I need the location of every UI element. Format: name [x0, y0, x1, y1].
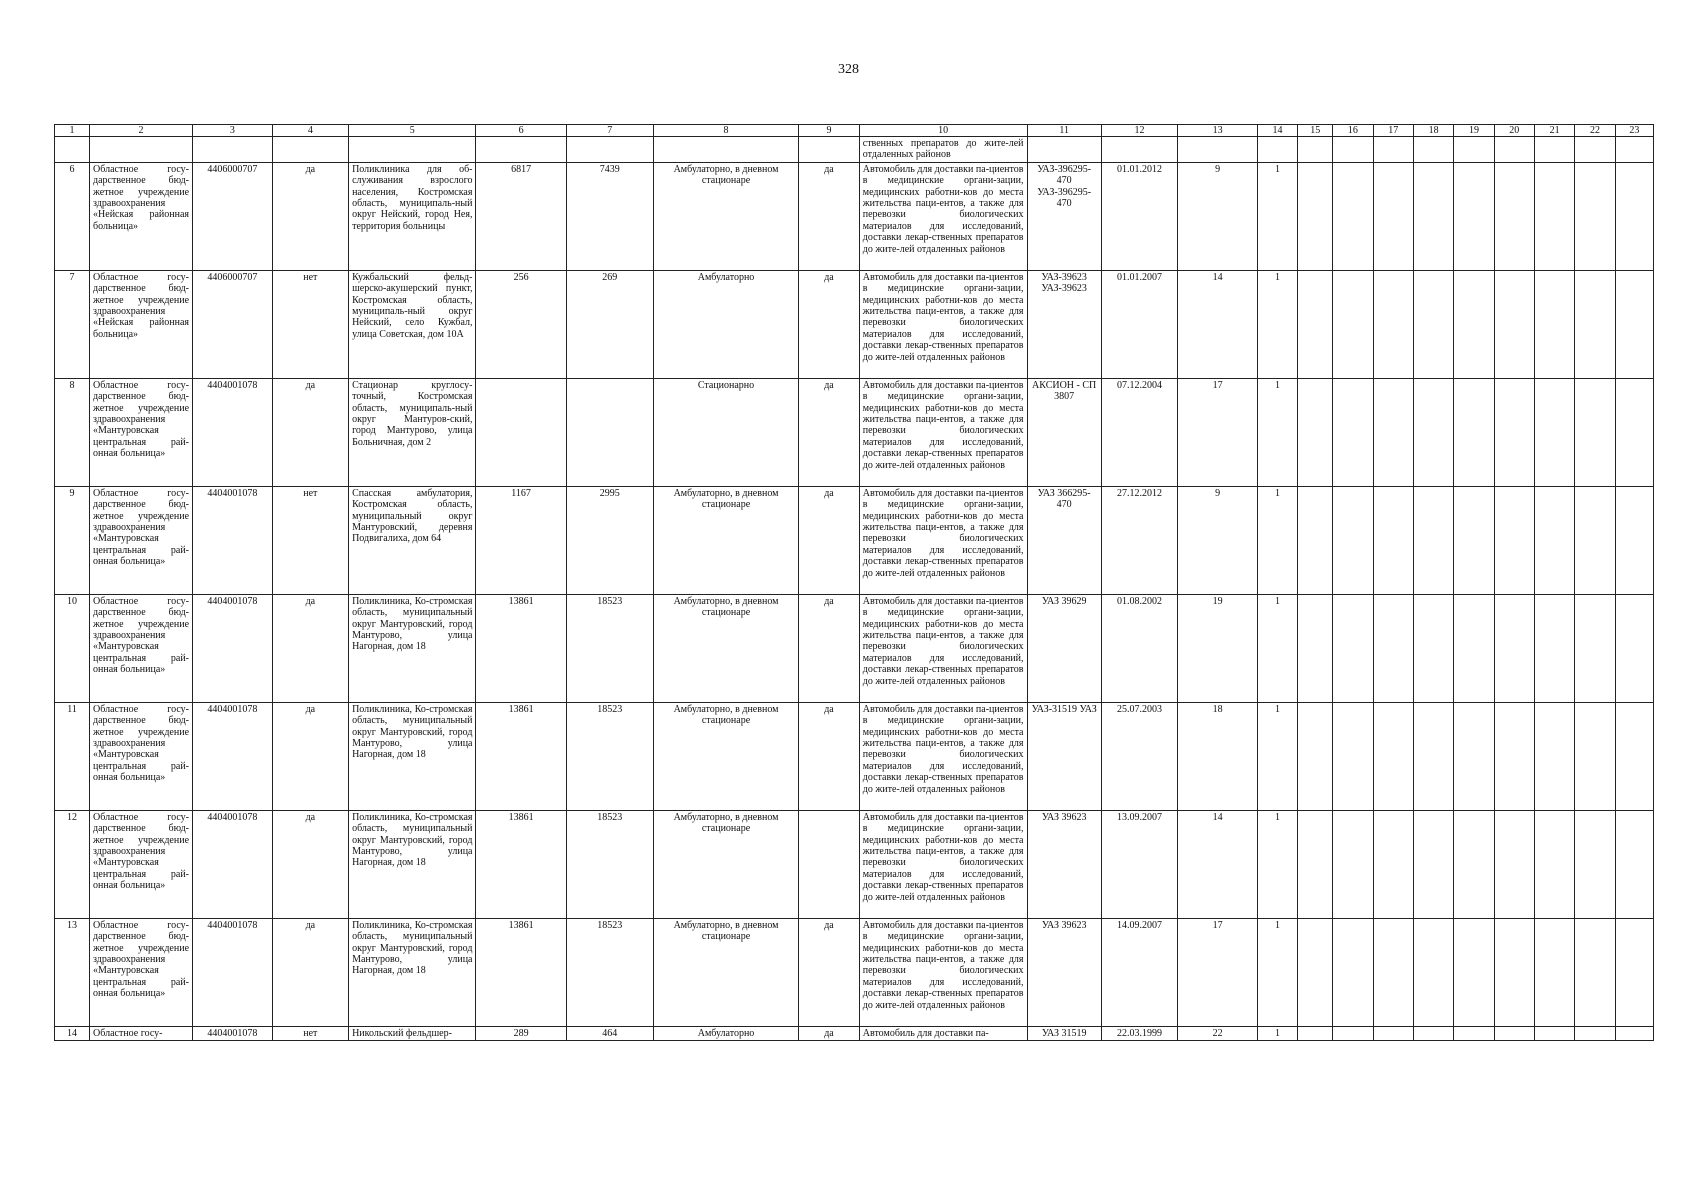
row-number-cell: 11: [55, 702, 90, 810]
empty-cell-22: [1575, 594, 1615, 702]
vehicle-model-cell: УАЗ-396295-470 УАЗ-396295-470: [1027, 162, 1101, 270]
care-mode-cell: Амбулаторно, в дневном стационаре: [653, 594, 798, 702]
inn-cell: 4404001078: [193, 810, 273, 918]
empty-cell-23: [1615, 378, 1653, 486]
value-cell-6: 13861: [476, 702, 566, 810]
empty-cell-23: [1615, 1026, 1653, 1040]
column-header: 21: [1534, 125, 1574, 137]
vehicle-registry-table: [54, 124, 1654, 1041]
empty-cell-16: [1333, 702, 1373, 810]
page-number: 328: [838, 62, 859, 77]
empty-cell-23: [1615, 270, 1653, 378]
value-cell-9: да: [799, 1026, 860, 1040]
empty-cell-16: [1333, 1026, 1373, 1040]
value-cell-7: 7439: [566, 162, 653, 270]
empty-cell-17: [1373, 378, 1413, 486]
value-cell-6: 13861: [476, 918, 566, 1026]
value-cell-7: 2995: [566, 486, 653, 594]
empty-cell-19: [1454, 378, 1494, 486]
empty-cell-19: [1454, 162, 1494, 270]
column-header: 11: [1027, 125, 1101, 137]
empty-cell-20: [1494, 594, 1534, 702]
empty-cell-22: [1575, 1026, 1615, 1040]
empty-cell-15: [1298, 1026, 1333, 1040]
value-cell-13: 22: [1178, 1026, 1258, 1040]
value-cell-13: 14: [1178, 810, 1258, 918]
value-cell-6: 289: [476, 1026, 566, 1040]
empty-cell-17: [1373, 594, 1413, 702]
value-cell-14: 1: [1257, 486, 1297, 594]
table-row: [55, 918, 1654, 1026]
empty-cell-16: [1333, 486, 1373, 594]
organization-cell: Областное госу-дарственное бюд-жетное учреждение здравоохранения «Нейская районная больница»: [90, 270, 193, 378]
empty-cell-21: [1534, 702, 1574, 810]
empty-cell-22: [1575, 702, 1615, 810]
purpose-cell: Автомобиль для доставки па-циентов в медицинские органи-зации, медицинских работни-ков до места жительства паци-ентов, а также для перевозки биологических материалов для исследований, доставки лекар-ственных препаратов до жите-лей отдаленных районов: [859, 162, 1027, 270]
empty-cell-18: [1413, 702, 1453, 810]
organization-cell: Областное госу-дарственное бюд-жетное учреждение здравоохранения «Мантуровская центральная рай-онная больница»: [90, 594, 193, 702]
value-cell-9: да: [799, 162, 860, 270]
value-cell-9: да: [799, 918, 860, 1026]
date-cell: 13.09.2007: [1101, 810, 1177, 918]
empty-cell-16: [1333, 378, 1373, 486]
empty-cell-20: [1494, 378, 1534, 486]
column-header: 1: [55, 125, 90, 137]
empty-cell-23: [1615, 594, 1653, 702]
empty-cell-20: [1494, 270, 1534, 378]
value-cell-14: 1: [1257, 270, 1297, 378]
subdivision-address-cell: Поликлиника, Ко-стромская область, муниципальный округ Мантуровский, город Мантурово, улица Нагорная, дом 18: [349, 702, 476, 810]
value-cell-6: 13861: [476, 810, 566, 918]
care-mode-cell: Амбулаторно, в дневном стационаре: [653, 162, 798, 270]
organization-cell: Областное госу-дарственное бюд-жетное учреждение здравоохранения «Мантуровская центральная рай-онная больница»: [90, 810, 193, 918]
value-cell-7: 18523: [566, 702, 653, 810]
vehicle-model-cell: УАЗ 39623: [1027, 918, 1101, 1026]
empty-cell-15: [1298, 162, 1333, 270]
inn-cell: 4404001078: [193, 918, 273, 1026]
value-cell-13: 14: [1178, 270, 1258, 378]
vehicle-model-cell: УАЗ 366295-470: [1027, 486, 1101, 594]
empty-cell-15: [1298, 810, 1333, 918]
empty-cell-21: [1534, 486, 1574, 594]
inn-cell: 4404001078: [193, 1026, 273, 1040]
empty-cell-18: [1413, 810, 1453, 918]
column-header: 9: [799, 125, 860, 137]
flag-cell: да: [272, 378, 348, 486]
organization-cell: Областное госу-дарственное бюд-жетное учреждение здравоохранения «Нейская районная больница»: [90, 162, 193, 270]
empty-cell-16: [1333, 918, 1373, 1026]
value-cell-7: 464: [566, 1026, 653, 1040]
care-mode-cell: Амбулаторно: [653, 270, 798, 378]
purpose-cell: ственных препаратов до жите-лей отдаленных районов: [859, 137, 1027, 163]
purpose-cell: Автомобиль для доставки па-: [859, 1026, 1027, 1040]
empty-cell-21: [1534, 378, 1574, 486]
flag-cell: да: [272, 810, 348, 918]
empty-cell-20: [1494, 918, 1534, 1026]
date-cell: 07.12.2004: [1101, 378, 1177, 486]
vehicle-model-cell: УАЗ 39629: [1027, 594, 1101, 702]
value-cell-13: 17: [1178, 378, 1258, 486]
flag-cell: да: [272, 702, 348, 810]
date-cell: 25.07.2003: [1101, 702, 1177, 810]
row-number-cell: 14: [55, 1026, 90, 1040]
value-cell-7: 269: [566, 270, 653, 378]
empty-cell-18: [1413, 270, 1453, 378]
row-number-cell: 13: [55, 918, 90, 1026]
empty-cell-22: [1575, 162, 1615, 270]
column-header: 6: [476, 125, 566, 137]
empty-cell-22: [1575, 486, 1615, 594]
value-cell-9: да: [799, 594, 860, 702]
column-header: 15: [1298, 125, 1333, 137]
row-number-cell: 6: [55, 162, 90, 270]
value-cell-13: 19: [1178, 594, 1258, 702]
table-row: [55, 1026, 1654, 1040]
table-row: [55, 378, 1654, 486]
organization-cell: Областное госу-: [90, 1026, 193, 1040]
care-mode-cell: Амбулаторно, в дневном стационаре: [653, 918, 798, 1026]
purpose-cell: Автомобиль для доставки па-циентов в медицинские органи-зации, медицинских работни-ков до места жительства паци-ентов, а также для перевозки биологических материалов для исследований, доставки лекар-ственных препаратов до жите-лей отдаленных районов: [859, 702, 1027, 810]
value-cell-13: 17: [1178, 918, 1258, 1026]
empty-cell-16: [1333, 270, 1373, 378]
column-header: 16: [1333, 125, 1373, 137]
empty-cell-18: [1413, 594, 1453, 702]
purpose-cell: Автомобиль для доставки па-циентов в медицинские органи-зации, медицинских работни-ков до места жительства паци-ентов, а также для перевозки биологических материалов для исследований, доставки лекар-ственных препаратов до жите-лей отдаленных районов: [859, 378, 1027, 486]
value-cell-13: 18: [1178, 702, 1258, 810]
care-mode-cell: Стационарно: [653, 378, 798, 486]
value-cell-13: 9: [1178, 486, 1258, 594]
value-cell-6: 13861: [476, 594, 566, 702]
empty-cell-20: [1494, 702, 1534, 810]
value-cell-6: 1167: [476, 486, 566, 594]
empty-cell-15: [1298, 378, 1333, 486]
subdivision-address-cell: Стационар круглосу-точный, Костромская область, муниципаль-ный округ Мантуров-ский, город Мантурово, улица Больничная, дом 2: [349, 378, 476, 486]
inn-cell: 4406000707: [193, 162, 273, 270]
inn-cell: 4404001078: [193, 702, 273, 810]
column-header: 22: [1575, 125, 1615, 137]
empty-cell-18: [1413, 486, 1453, 594]
column-header: 12: [1101, 125, 1177, 137]
date-cell: 27.12.2012: [1101, 486, 1177, 594]
table-row: [55, 162, 1654, 270]
empty-cell-16: [1333, 810, 1373, 918]
empty-cell-19: [1454, 1026, 1494, 1040]
empty-cell-21: [1534, 918, 1574, 1026]
empty-cell-16: [1333, 162, 1373, 270]
subdivision-address-cell: Поликлиника, Ко-стромская область, муниципальный округ Мантуровский, город Мантурово, улица Нагорная, дом 18: [349, 810, 476, 918]
value-cell-14: 1: [1257, 918, 1297, 1026]
empty-cell-22: [1575, 918, 1615, 1026]
date-cell: 22.03.1999: [1101, 1026, 1177, 1040]
purpose-cell: Автомобиль для доставки па-циентов в медицинские органи-зации, медицинских работни-ков до места жительства паци-ентов, а также для перевозки биологических материалов для исследований, доставки лекар-ственных препаратов до жите-лей отдаленных районов: [859, 810, 1027, 918]
empty-cell-21: [1534, 162, 1574, 270]
flag-cell: нет: [272, 270, 348, 378]
empty-cell-18: [1413, 918, 1453, 1026]
value-cell-7: 18523: [566, 810, 653, 918]
row-number-cell: 9: [55, 486, 90, 594]
inn-cell: 4404001078: [193, 378, 273, 486]
value-cell-7: 18523: [566, 918, 653, 1026]
empty-cell-17: [1373, 810, 1413, 918]
column-header: 20: [1494, 125, 1534, 137]
empty-cell-15: [1298, 594, 1333, 702]
table-row: [55, 270, 1654, 378]
empty-cell-15: [1298, 486, 1333, 594]
empty-cell-21: [1534, 594, 1574, 702]
organization-cell: Областное госу-дарственное бюд-жетное учреждение здравоохранения «Мантуровская центральная рай-онная больница»: [90, 486, 193, 594]
value-cell-14: 1: [1257, 810, 1297, 918]
subdivision-address-cell: Никольский фельдшер-: [349, 1026, 476, 1040]
empty-cell-15: [1298, 918, 1333, 1026]
value-cell-6: [476, 378, 566, 486]
vehicle-model-cell: УАЗ-31519 УАЗ: [1027, 702, 1101, 810]
empty-cell-21: [1534, 270, 1574, 378]
value-cell-6: 256: [476, 270, 566, 378]
organization-cell: Областное госу-дарственное бюд-жетное учреждение здравоохранения «Мантуровская центральная рай-онная больница»: [90, 918, 193, 1026]
empty-cell-23: [1615, 162, 1653, 270]
flag-cell: нет: [272, 1026, 348, 1040]
column-header: 3: [193, 125, 273, 137]
column-header: 14: [1257, 125, 1297, 137]
empty-cell-17: [1373, 486, 1413, 594]
vehicle-model-cell: УАЗ 31519: [1027, 1026, 1101, 1040]
continuation-row: [55, 137, 1654, 163]
care-mode-cell: Амбулаторно, в дневном стационаре: [653, 486, 798, 594]
empty-cell-17: [1373, 918, 1413, 1026]
purpose-cell: Автомобиль для доставки па-циентов в медицинские органи-зации, медицинских работни-ков до места жительства паци-ентов, а также для перевозки биологических материалов для исследований, доставки лекар-ственных препаратов до жите-лей отдаленных районов: [859, 594, 1027, 702]
empty-cell-20: [1494, 1026, 1534, 1040]
empty-cell-23: [1615, 702, 1653, 810]
empty-cell-21: [1534, 1026, 1574, 1040]
empty-cell-17: [1373, 1026, 1413, 1040]
empty-cell-20: [1494, 486, 1534, 594]
value-cell-14: 1: [1257, 378, 1297, 486]
empty-cell-19: [1454, 594, 1494, 702]
empty-cell-20: [1494, 162, 1534, 270]
care-mode-cell: Амбулаторно: [653, 1026, 798, 1040]
table-row: [55, 594, 1654, 702]
empty-cell-17: [1373, 702, 1413, 810]
care-mode-cell: Амбулаторно, в дневном стационаре: [653, 810, 798, 918]
empty-cell-22: [1575, 810, 1615, 918]
inn-cell: 4406000707: [193, 270, 273, 378]
column-header: 10: [859, 125, 1027, 137]
column-header: 19: [1454, 125, 1494, 137]
table-row: [55, 810, 1654, 918]
column-header: 13: [1178, 125, 1258, 137]
empty-cell-17: [1373, 270, 1413, 378]
empty-cell-19: [1454, 810, 1494, 918]
empty-cell-18: [1413, 378, 1453, 486]
column-number-row: [55, 125, 1654, 137]
empty-cell-19: [1454, 486, 1494, 594]
column-header: 17: [1373, 125, 1413, 137]
row-number-cell: 12: [55, 810, 90, 918]
organization-cell: Областное госу-дарственное бюд-жетное учреждение здравоохранения «Мантуровская центральная рай-онная больница»: [90, 378, 193, 486]
empty-cell-23: [1615, 486, 1653, 594]
inn-cell: 4404001078: [193, 594, 273, 702]
value-cell-9: да: [799, 702, 860, 810]
table-row: [55, 486, 1654, 594]
vehicle-model-cell: УАЗ 39623: [1027, 810, 1101, 918]
column-header: 5: [349, 125, 476, 137]
value-cell-7: 18523: [566, 594, 653, 702]
column-header: 7: [566, 125, 653, 137]
value-cell-7: [566, 378, 653, 486]
empty-cell-17: [1373, 162, 1413, 270]
subdivision-address-cell: Поликлиника для об-служивания взрослого населения, Костромская область, муниципаль-ный округ Нейский, город Нея, территория больницы: [349, 162, 476, 270]
subdivision-address-cell: Спасская амбулатория, Костромская область, муниципальный округ Мантуровский, деревня Подвигалиха, дом 64: [349, 486, 476, 594]
inn-cell: 4404001078: [193, 486, 273, 594]
column-header: 4: [272, 125, 348, 137]
value-cell-14: 1: [1257, 702, 1297, 810]
flag-cell: да: [272, 918, 348, 1026]
flag-cell: да: [272, 162, 348, 270]
empty-cell-18: [1413, 1026, 1453, 1040]
value-cell-14: 1: [1257, 1026, 1297, 1040]
purpose-cell: Автомобиль для доставки па-циентов в медицинские органи-зации, медицинских работни-ков до места жительства паци-ентов, а также для перевозки биологических материалов для исследований, доставки лекар-ственных препаратов до жите-лей отдаленных районов: [859, 486, 1027, 594]
row-number-cell: 10: [55, 594, 90, 702]
row-number-cell: 8: [55, 378, 90, 486]
subdivision-address-cell: Поликлиника, Ко-стромская область, муниципальный округ Мантуровский, город Мантурово, улица Нагорная, дом 18: [349, 918, 476, 1026]
value-cell-14: 1: [1257, 594, 1297, 702]
empty-cell-23: [1615, 918, 1653, 1026]
empty-cell-19: [1454, 270, 1494, 378]
flag-cell: нет: [272, 486, 348, 594]
column-header: 8: [653, 125, 798, 137]
value-cell-9: да: [799, 378, 860, 486]
purpose-cell: Автомобиль для доставки па-циентов в медицинские органи-зации, медицинских работни-ков до места жительства паци-ентов, а также для перевозки биологических материалов для исследований, доставки лекар-ственных препаратов до жите-лей отдаленных районов: [859, 918, 1027, 1026]
flag-cell: да: [272, 594, 348, 702]
value-cell-6: 6817: [476, 162, 566, 270]
column-header: 18: [1413, 125, 1453, 137]
empty-cell-21: [1534, 810, 1574, 918]
empty-cell-23: [1615, 810, 1653, 918]
organization-cell: Областное госу-дарственное бюд-жетное учреждение здравоохранения «Мантуровская центральная рай-онная больница»: [90, 702, 193, 810]
column-header: 2: [90, 125, 193, 137]
subdivision-address-cell: Кужбальский фельд-шерско-акушерский пункт, Костромская область, муниципаль-ный округ Нейский, село Кужбал, улица Советская, дом 10А: [349, 270, 476, 378]
subdivision-address-cell: Поликлиника, Ко-стромская область, муниципальный округ Мантуровский, город Мантурово, улица Нагорная, дом 18: [349, 594, 476, 702]
empty-cell-15: [1298, 702, 1333, 810]
value-cell-9: да: [799, 270, 860, 378]
empty-cell-16: [1333, 594, 1373, 702]
purpose-cell: Автомобиль для доставки па-циентов в медицинские органи-зации, медицинских работни-ков до места жительства паци-ентов, а также для перевозки биологических материалов для исследований, доставки лекар-ственных препаратов до жите-лей отдаленных районов: [859, 270, 1027, 378]
value-cell-13: 9: [1178, 162, 1258, 270]
empty-cell-20: [1494, 810, 1534, 918]
value-cell-14: 1: [1257, 162, 1297, 270]
empty-cell-19: [1454, 918, 1494, 1026]
care-mode-cell: Амбулаторно, в дневном стационаре: [653, 702, 798, 810]
date-cell: 01.01.2007: [1101, 270, 1177, 378]
value-cell-9: да: [799, 486, 860, 594]
vehicle-model-cell: УАЗ-39623 УАЗ-39623: [1027, 270, 1101, 378]
empty-cell-19: [1454, 702, 1494, 810]
row-number-cell: 7: [55, 270, 90, 378]
value-cell-9: [799, 810, 860, 918]
date-cell: 01.08.2002: [1101, 594, 1177, 702]
date-cell: 14.09.2007: [1101, 918, 1177, 1026]
empty-cell-15: [1298, 270, 1333, 378]
table-row: [55, 702, 1654, 810]
empty-cell-22: [1575, 378, 1615, 486]
empty-cell-18: [1413, 162, 1453, 270]
column-header: 23: [1615, 125, 1653, 137]
empty-cell-22: [1575, 270, 1615, 378]
vehicle-model-cell: АКСИОН - СП 3807: [1027, 378, 1101, 486]
date-cell: 01.01.2012: [1101, 162, 1177, 270]
